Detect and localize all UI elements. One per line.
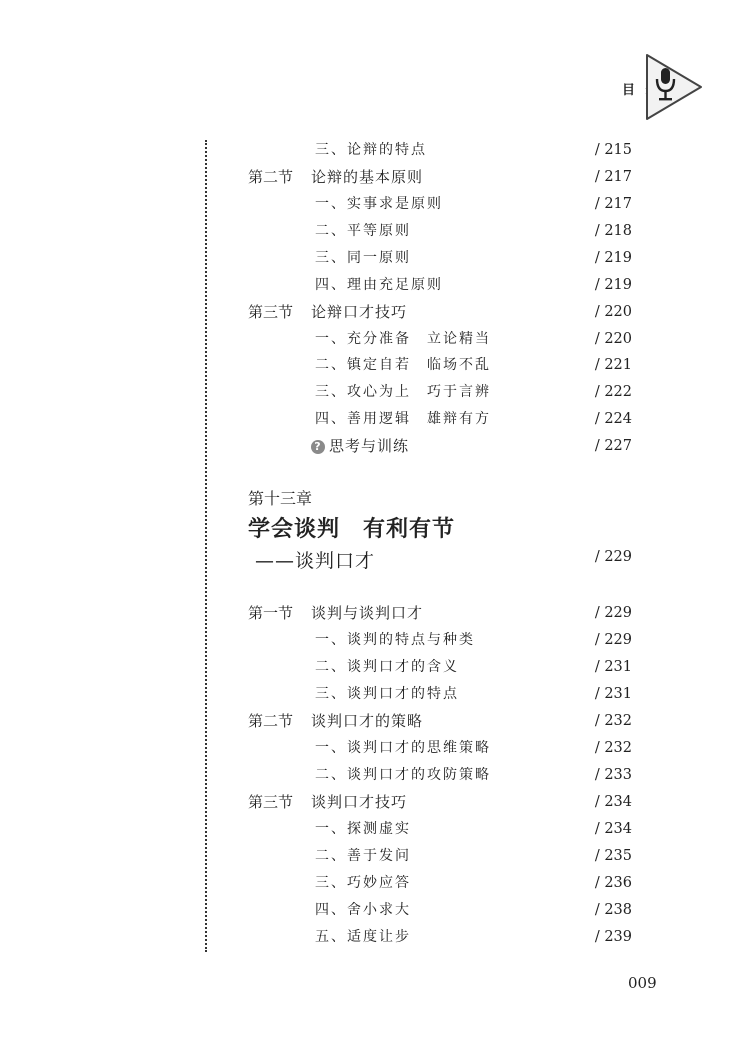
entry-title: 二、善于发问 [315, 848, 411, 864]
toc-entry[interactable] [0, 682, 750, 706]
toc-entry-exercise[interactable] [0, 434, 750, 458]
page-number: / 215 [594, 142, 632, 158]
entry-title: 谈判口才的策略 [311, 712, 424, 730]
page-number: / 234 [594, 821, 632, 837]
toc-entry[interactable] [0, 655, 750, 679]
entry-title: 四、善用逻辑 雄辩有方 [315, 411, 491, 427]
page-number: / 231 [594, 686, 632, 702]
entry-title: 谈判与谈判口才 [311, 604, 424, 622]
entry-title: 四、舍小求大 [315, 902, 411, 918]
toc-entry[interactable] [0, 407, 750, 431]
entry-title: 论辩口才技巧 [311, 303, 408, 321]
page-number: / 238 [594, 902, 632, 918]
toc-entry[interactable] [0, 327, 750, 351]
page-number: / 224 [594, 411, 632, 427]
toc-entry[interactable] [0, 219, 750, 243]
entry-title: 一、探测虚实 [315, 821, 411, 837]
toc-entry[interactable] [0, 246, 750, 270]
toc-entry[interactable] [0, 844, 750, 868]
entry-title: 论辩的基本原则 [311, 168, 424, 186]
entry-title: 三、论辩的特点 [315, 142, 427, 158]
toc-entry[interactable] [0, 871, 750, 895]
header-label-main: 目 [622, 83, 646, 98]
toc-entry[interactable] [0, 898, 750, 922]
entry-title: 一、充分准备 立论精当 [315, 331, 491, 347]
toc-entry[interactable] [0, 925, 750, 949]
chapter-page-number: / 229 [594, 549, 632, 565]
page-number: / 219 [594, 250, 632, 266]
entry-title: 一、谈判的特点与种类 [315, 632, 475, 648]
toc-entry[interactable] [0, 380, 750, 404]
entry-title: 三、巧妙应答 [315, 875, 411, 891]
page-number: / 220 [594, 304, 632, 320]
page-number: / 218 [594, 223, 632, 239]
entry-title: 五、适度让步 [315, 929, 411, 945]
entry-title [311, 434, 409, 458]
page-folio: 009 [628, 974, 657, 992]
page-number: / 231 [594, 659, 632, 675]
page-number: / 235 [594, 848, 632, 864]
entry-title: 一、谈判口才的思维策略 [315, 740, 491, 756]
entry-title: 二、镇定自若 临场不乱 [315, 357, 491, 373]
entry-title: 一、实事求是原则 [315, 196, 443, 212]
microphone-icon [645, 53, 703, 121]
toc-entry[interactable] [0, 353, 750, 377]
toc-entry[interactable] [0, 138, 750, 162]
section-number: 第二节 [248, 712, 294, 730]
page-number: / 236 [594, 875, 632, 891]
toc-entry[interactable] [0, 817, 750, 841]
toc-entry[interactable] [0, 165, 750, 189]
toc-entry[interactable] [0, 709, 750, 733]
toc-entry[interactable] [0, 192, 750, 216]
page-number: / 232 [594, 713, 632, 729]
page-number: / 219 [594, 277, 632, 293]
toc-entry[interactable] [0, 763, 750, 787]
section-number: 第三节 [248, 303, 294, 321]
entry-title: 三、谈判口才的特点 [315, 686, 459, 702]
entry-title: 二、平等原则 [315, 223, 411, 239]
chapter-subtitle: ——谈判口才 [255, 550, 376, 572]
page-number: / 217 [594, 169, 632, 185]
section-number: 第三节 [248, 793, 294, 811]
entry-title: 四、理由充足原则 [315, 277, 443, 293]
page-number: / 234 [594, 794, 632, 810]
page-number: / 233 [594, 767, 632, 783]
toc-entry[interactable] [0, 273, 750, 297]
toc-entry[interactable] [0, 300, 750, 324]
exercise-title: 思考与训练 [329, 437, 410, 455]
section-number: 第二节 [248, 168, 294, 186]
question-icon: ? [311, 440, 325, 454]
page-number: / 220 [594, 331, 632, 347]
section-number: 第一节 [248, 604, 294, 622]
page-number: / 229 [594, 632, 632, 648]
entry-title: 谈判口才技巧 [311, 793, 408, 811]
page-number: / 239 [594, 929, 632, 945]
toc-entry[interactable] [0, 628, 750, 652]
entry-title: 三、攻心为上 巧于言辨 [315, 384, 491, 400]
chapter-label: 第十三章 [248, 489, 313, 508]
toc-entry[interactable] [0, 736, 750, 760]
page-number: / 227 [594, 438, 632, 454]
page-number: / 232 [594, 740, 632, 756]
entry-title: 二、谈判口才的含义 [315, 659, 459, 675]
chapter-title: 学会谈判 有利有节 [248, 517, 456, 542]
toc-entry[interactable] [0, 790, 750, 814]
page-number: / 222 [594, 384, 632, 400]
page-number: / 229 [594, 605, 632, 621]
page-number: / 221 [594, 357, 632, 373]
page-number: / 217 [594, 196, 632, 212]
toc-entry[interactable] [0, 601, 750, 625]
entry-title: 二、谈判口才的攻防策略 [315, 767, 491, 783]
entry-title: 三、同一原则 [315, 250, 411, 266]
